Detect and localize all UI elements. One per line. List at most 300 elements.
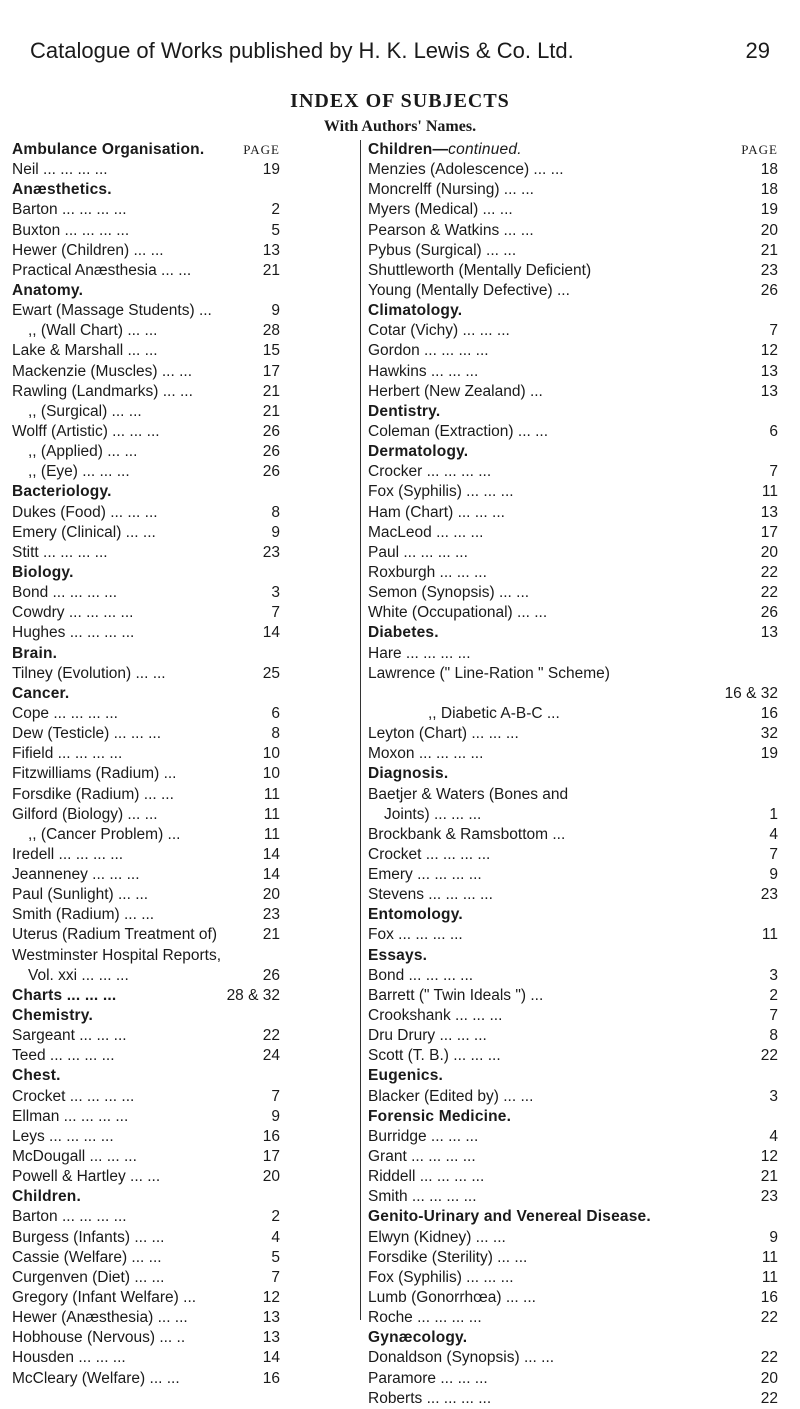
index-entry <box>368 462 778 482</box>
entry-author-text: Roxburgh ... ... ... <box>368 563 487 581</box>
entry-author-text: Cassie (Welfare) ... ... <box>12 1248 162 1266</box>
entry-page-number: 22 <box>262 1027 280 1045</box>
index-entry <box>368 362 778 382</box>
entry-page-number: 9 <box>769 1228 778 1246</box>
entry-author-text: Young (Mentally Defective) ... <box>368 281 570 299</box>
subject-heading-text: Eugenics. <box>368 1067 444 1085</box>
entry-page-number: 21 <box>262 926 280 944</box>
entry-author-text: Burridge ... ... ... <box>368 1127 479 1145</box>
index-entry <box>368 845 778 865</box>
index-entry <box>12 1328 280 1348</box>
index-entry <box>368 523 778 543</box>
entry-page-number: 8 <box>769 1027 778 1045</box>
entry-page-number: 26 <box>760 281 778 299</box>
entry-page-number: 18 <box>760 181 778 199</box>
index-subject-heading <box>368 946 778 966</box>
entry-page-number: 7 <box>271 1268 280 1286</box>
entry-page-number: 1 <box>769 805 778 823</box>
entry-page-number: 17 <box>262 362 280 380</box>
index-entry <box>12 200 280 220</box>
entry-author-text: Moxon ... ... ... ... <box>368 745 484 763</box>
index-entry <box>368 1046 778 1066</box>
entry-page-number: 23 <box>262 906 280 924</box>
entry-page-number: 4 <box>271 1228 280 1246</box>
entry-page-number: 28 & 32 <box>226 986 280 1004</box>
entry-page-number: 9 <box>271 523 280 541</box>
entry-page-number: 13 <box>262 241 280 259</box>
index-entry <box>12 1308 280 1328</box>
index-entry <box>368 1147 778 1167</box>
entry-author-text: Stitt ... ... ... ... <box>12 543 108 561</box>
entry-page-number: 12 <box>760 1148 778 1166</box>
index-entry <box>12 825 280 845</box>
index-entry <box>12 865 280 885</box>
entry-author-text: Coleman (Extraction) ... ... <box>368 422 549 440</box>
index-entry <box>12 1087 280 1107</box>
entry-page-number: 23 <box>262 543 280 561</box>
entry-page-number: 10 <box>262 765 280 783</box>
index-entry <box>368 341 778 361</box>
index-entry <box>368 1127 778 1147</box>
index-subject-heading <box>368 442 778 462</box>
entry-author-text: Buxton ... ... ... ... <box>12 221 130 239</box>
entry-author-text: McDougall ... ... ... <box>12 1148 137 1166</box>
index-entry <box>368 644 778 664</box>
entry-page-number: 3 <box>271 584 280 602</box>
entry-author-text: Sargeant ... ... ... <box>12 1027 127 1045</box>
entry-author-text: Herbert (New Zealand) ... <box>368 382 543 400</box>
entry-author-text: Jeanneney ... ... ... <box>12 866 140 884</box>
index-entry <box>12 966 280 986</box>
index-entry <box>368 1348 778 1368</box>
entry-page-number: 21 <box>262 382 280 400</box>
entry-page-number: 11 <box>761 483 778 501</box>
entry-author-text: Burgess (Infants) ... ... <box>12 1228 165 1246</box>
entry-page-number: 12 <box>760 342 778 360</box>
index-entry <box>368 1228 778 1248</box>
index-subject-heading <box>12 644 280 664</box>
subject-heading-text: Chemistry. <box>12 1007 93 1025</box>
index-entry <box>368 503 778 523</box>
entry-page-number: 26 <box>262 443 280 461</box>
entry-page-number: 26 <box>262 966 280 984</box>
index-subject-heading <box>368 1107 778 1127</box>
index-entry <box>368 603 778 623</box>
index-subject-heading <box>12 986 280 1006</box>
index-entry <box>368 1026 778 1046</box>
entry-page-number: 22 <box>760 1389 778 1407</box>
index-entry <box>12 402 280 422</box>
entry-page-number: 16 & 32 <box>724 684 778 702</box>
entry-page-number: 20 <box>760 221 778 239</box>
subject-heading-text: Dentistry. <box>368 402 441 420</box>
entry-author-text: Roche ... ... ... ... <box>368 1309 482 1327</box>
index-entry <box>12 523 280 543</box>
entry-page-number: 9 <box>271 302 280 320</box>
entry-author-text: Paramore ... ... ... <box>368 1369 488 1387</box>
subject-heading-text: Chest. <box>12 1067 61 1085</box>
entry-page-number: 5 <box>271 221 280 239</box>
entry-page-number: 21 <box>262 402 280 420</box>
entry-author-text: Emery ... ... ... ... <box>368 866 482 884</box>
entry-author-text: Donaldson (Synopsis) ... ... <box>368 1349 555 1367</box>
index-subject-heading <box>368 1328 778 1348</box>
entry-author-text: Barton ... ... ... ... <box>12 1208 127 1226</box>
index-entry <box>12 905 280 925</box>
index-entry <box>368 382 778 402</box>
subject-heading-text: Anatomy. <box>12 281 84 299</box>
index-entry <box>12 1167 280 1187</box>
entry-author-text: Ewart (Massage Students) ... <box>12 302 212 320</box>
index-entry <box>12 1248 280 1268</box>
entry-author-text: Cotar (Vichy) ... ... ... <box>368 322 510 340</box>
subject-heading-text: Biology. <box>12 563 74 581</box>
index-subject-heading <box>368 764 778 784</box>
index-entry <box>12 160 280 180</box>
entry-author-text: Dukes (Food) ... ... ... <box>12 503 158 521</box>
index-entry <box>12 1268 280 1288</box>
entry-author-text: Pybus (Surgical) ... ... <box>368 241 517 259</box>
entry-author-text: Menzies (Adolescence) ... ... <box>368 161 564 179</box>
subject-heading-text: Anæsthetics. <box>12 181 112 199</box>
index-entry <box>12 543 280 563</box>
entry-page-number: 2 <box>271 1208 280 1226</box>
index-subtitle: With Authors' Names. <box>323 118 477 135</box>
entry-author-text: Fifield ... ... ... ... <box>12 745 123 763</box>
entry-author-text: ,, (Applied) ... ... <box>28 443 138 461</box>
right-index-column <box>368 140 778 1409</box>
index-entry <box>12 1207 280 1227</box>
subject-heading-text: Diabetes. <box>368 624 439 642</box>
subject-heading-text: Gynæcology. <box>368 1329 468 1347</box>
entry-page-number: 22 <box>760 563 778 581</box>
index-entry <box>368 986 778 1006</box>
index-entry <box>368 925 778 945</box>
entry-page-number: 21 <box>760 1168 778 1186</box>
subject-heading-text: Dermatology. <box>368 443 469 461</box>
entry-author-text: McCleary (Welfare) ... ... <box>12 1369 180 1387</box>
entry-author-text: Hewer (Children) ... ... <box>12 241 164 259</box>
entry-author-text: Iredell ... ... ... ... <box>12 845 124 863</box>
entry-page-number: 7 <box>769 845 778 863</box>
index-entry <box>368 825 778 845</box>
subject-heading-text: Climatology. <box>368 302 463 320</box>
entry-page-number: 13 <box>760 362 778 380</box>
index-entry <box>368 805 778 825</box>
entry-page-number: 11 <box>761 1248 778 1266</box>
entry-author-text: Barrett (" Twin Ideals ") ... <box>368 986 544 1004</box>
entry-page-number: 22 <box>760 584 778 602</box>
index-entry <box>368 180 778 200</box>
entry-author-text: Dru Drury ... ... ... <box>368 1027 487 1045</box>
entry-author-text: Crocket ... ... ... ... <box>368 845 491 863</box>
entry-page-number: 20 <box>262 886 280 904</box>
subject-heading-text: Ambulance Organisation. <box>12 141 205 158</box>
entry-author-text: Lake & Marshall ... ... <box>12 342 158 360</box>
subject-heading-text: Forensic Medicine. <box>368 1107 512 1125</box>
entry-author-text: Forsdike (Radium) ... ... <box>12 785 174 803</box>
entry-author-text: Uterus (Radium Treatment of) <box>12 926 218 944</box>
index-subject-heading <box>368 905 778 925</box>
entry-author-text: Ham (Chart) ... ... ... <box>368 503 505 521</box>
entry-page-number: 12 <box>262 1289 280 1307</box>
index-entry <box>12 704 280 724</box>
entry-page-number: 19 <box>760 201 778 219</box>
entry-author-text: Fox (Syphilis) ... ... ... <box>368 483 514 501</box>
index-entry <box>368 543 778 563</box>
entry-page-number: 11 <box>263 825 280 843</box>
entry-page-number: 2 <box>271 201 280 219</box>
index-entry <box>12 1147 280 1167</box>
index-entry <box>12 261 280 281</box>
index-entry <box>12 1348 280 1368</box>
index-entry <box>12 341 280 361</box>
entry-author-text: Dew (Testicle) ... ... ... <box>12 725 161 743</box>
entry-author-text: Scott (T. B.) ... ... ... <box>368 1047 501 1065</box>
entry-author-text: Lawrence (" Line-Ration " Scheme) <box>368 664 610 682</box>
entry-author-text: Hughes ... ... ... ... <box>12 624 135 642</box>
entry-page-number: 7 <box>271 1087 280 1105</box>
entry-author-text: Rawling (Landmarks) ... ... <box>12 382 193 400</box>
entry-author-text: Fox ... ... ... ... <box>368 926 463 944</box>
entry-author-text: Brockbank & Ramsbottom ... <box>368 825 566 843</box>
entry-page-number: 26 <box>760 604 778 622</box>
entry-author-text: ,, (Surgical) ... ... <box>28 402 142 420</box>
entry-author-text: Bond ... ... ... ... <box>368 966 474 984</box>
entry-page-number: 2 <box>769 986 778 1004</box>
entry-page-number: 32 <box>760 725 778 743</box>
entry-page-number: 16 <box>760 704 778 722</box>
entry-page-number: 6 <box>271 704 280 722</box>
entry-page-number: 16 <box>262 1369 280 1387</box>
index-entry <box>12 885 280 905</box>
entry-page-number: 20 <box>760 543 778 561</box>
entry-page-number: 8 <box>271 503 280 521</box>
index-entry <box>12 1107 280 1127</box>
entry-page-number: 14 <box>262 866 280 884</box>
left-index-column <box>12 140 280 1389</box>
entry-page-number: 3 <box>769 966 778 984</box>
index-entry <box>12 1026 280 1046</box>
index-entry <box>368 221 778 241</box>
entry-author-text: Gordon ... ... ... ... <box>368 342 489 360</box>
entry-author-text: Fitzwilliams (Radium) ... <box>12 765 177 783</box>
index-entry <box>12 462 280 482</box>
index-entry <box>368 1187 778 1207</box>
entry-page-number: 10 <box>262 745 280 763</box>
index-entry <box>12 1127 280 1147</box>
index-entry <box>368 1308 778 1328</box>
entry-page-number: 14 <box>262 624 280 642</box>
entry-page-number: 13 <box>262 1309 280 1327</box>
index-entry <box>368 422 778 442</box>
index-entry <box>12 583 280 603</box>
index-subject-heading <box>368 623 778 643</box>
entry-page-number: 5 <box>271 1248 280 1266</box>
index-entry <box>368 865 778 885</box>
entry-author-text: Neil ... ... ... ... <box>12 161 108 179</box>
entry-author-text: ,, Diabetic A-B-C ... <box>428 704 560 722</box>
entry-page-number: 4 <box>769 825 778 843</box>
entry-page-number: 11 <box>761 1268 778 1286</box>
entry-author-text: Smith ... ... ... ... <box>368 1188 477 1206</box>
page-number: 29 <box>745 38 770 63</box>
index-entry <box>12 805 280 825</box>
index-entry <box>368 583 778 603</box>
index-entry <box>12 744 280 764</box>
catalogue-title: Catalogue of Works published by H. K. Lewis & Co. Ltd. <box>30 38 574 63</box>
entry-page-number: 8 <box>271 725 280 743</box>
index-entry <box>368 241 778 261</box>
entry-author-text: Teed ... ... ... ... <box>12 1047 115 1065</box>
index-subject-heading <box>368 140 778 160</box>
entry-author-text: MacLeod ... ... ... <box>368 523 484 541</box>
column-divider <box>360 140 361 1320</box>
entry-page-number: 4 <box>769 1127 778 1145</box>
entry-page-number: 9 <box>271 1107 280 1125</box>
entry-page-number: 17 <box>262 1148 280 1166</box>
index-entry <box>12 503 280 523</box>
entry-author-text: Powell & Hartley ... ... <box>12 1168 161 1186</box>
index-subject-heading <box>368 402 778 422</box>
entry-page-number: 17 <box>760 523 778 541</box>
index-entry <box>368 321 778 341</box>
entry-author-text: Elwyn (Kidney) ... ... <box>368 1228 506 1246</box>
entry-author-text: Pearson & Watkins ... ... <box>368 221 534 239</box>
index-entry <box>12 1288 280 1308</box>
entry-author-text: Moncrelff (Nursing) ... ... <box>368 181 534 199</box>
entry-page-number: 28 <box>262 322 280 340</box>
entry-author-text: White (Occupational) ... ... <box>368 604 548 622</box>
index-entry <box>368 482 778 502</box>
entry-page-number: 14 <box>262 1349 280 1367</box>
entry-author-text: Blacker (Edited by) ... ... <box>368 1087 534 1105</box>
index-entry <box>12 241 280 261</box>
entry-author-text: Leyton (Chart) ... ... ... <box>368 725 519 743</box>
entry-author-text: Hare ... ... ... ... <box>368 644 471 662</box>
entry-author-text: Hewer (Anæsthesia) ... ... <box>12 1309 188 1327</box>
index-entry <box>368 1006 778 1026</box>
entry-author-text: Paul ... ... ... ... <box>368 543 468 561</box>
entry-page-number: 22 <box>760 1309 778 1327</box>
entry-page-number: 21 <box>262 261 280 279</box>
entry-author-text: Mackenzie (Muscles) ... ... <box>12 362 193 380</box>
entry-author-text: Wolff (Artistic) ... ... ... <box>12 422 160 440</box>
entry-page-number: 7 <box>769 1007 778 1025</box>
index-entry <box>12 845 280 865</box>
index-entry <box>12 362 280 382</box>
index-entry <box>12 1369 280 1389</box>
entry-page-number: 9 <box>769 866 778 884</box>
entry-author-text: Myers (Medical) ... ... <box>368 201 513 219</box>
entry-author-text: Roberts ... ... ... ... <box>368 1389 492 1407</box>
index-subject-heading <box>12 281 280 301</box>
subject-heading-text: Bacteriology. <box>12 483 112 501</box>
index-entry <box>368 563 778 583</box>
index-subject-heading <box>12 684 280 704</box>
entry-author-text: Crocket ... ... ... ... <box>12 1087 135 1105</box>
entry-page-number: 23 <box>760 1188 778 1206</box>
index-entry <box>368 744 778 764</box>
entry-page-number: 22 <box>760 1349 778 1367</box>
index-entry <box>12 603 280 623</box>
entry-page-number: 14 <box>262 845 280 863</box>
subject-heading-text: Cancer. <box>12 684 70 702</box>
index-entry <box>12 321 280 341</box>
subject-heading-text: Entomology. <box>368 906 463 924</box>
entry-author-text: Hobhouse (Nervous) ... .. <box>12 1329 186 1347</box>
entry-page-number: 7 <box>769 322 778 340</box>
index-entry <box>368 724 778 744</box>
entry-page-number: 16 <box>760 1289 778 1307</box>
entry-page-number: 6 <box>769 422 778 440</box>
entry-author-text: Crookshank ... ... ... <box>368 1007 503 1025</box>
subject-heading-text: Children—continued. <box>368 141 522 158</box>
entry-page-number: 20 <box>262 1168 280 1186</box>
entry-author-text: Emery (Clinical) ... ... <box>12 523 156 541</box>
entry-author-text: Leys ... ... ... ... <box>12 1127 114 1145</box>
entry-page-number: 13 <box>760 382 778 400</box>
entry-author-text: Crocker ... ... ... ... <box>368 463 492 481</box>
index-entry <box>12 382 280 402</box>
entry-author-text: Cowdry ... ... ... ... <box>12 604 134 622</box>
index-entry <box>12 925 280 945</box>
entry-author-text: Gilford (Biology) ... ... <box>12 805 158 823</box>
entry-page-number: 22 <box>760 1047 778 1065</box>
index-entry <box>12 301 280 321</box>
index-entry <box>12 623 280 643</box>
entry-page-number: 20 <box>760 1369 778 1387</box>
entry-page-number: 7 <box>769 463 778 481</box>
index-entry <box>12 946 280 966</box>
entry-author-text: Joints) ... ... ... <box>384 805 482 823</box>
entry-page-number: 11 <box>263 785 280 803</box>
index-subject-heading <box>368 301 778 321</box>
entry-author-text: Shuttleworth (Mentally Deficient) <box>368 261 592 279</box>
entry-page-number: 23 <box>760 261 778 279</box>
index-entry <box>368 281 778 301</box>
index-subject-heading <box>12 563 280 583</box>
index-entry <box>368 1369 778 1389</box>
index-entry <box>368 1087 778 1107</box>
entry-page-number: 18 <box>760 161 778 179</box>
entry-page-number: 26 <box>262 463 280 481</box>
entry-author-text: Riddell ... ... ... ... <box>368 1168 485 1186</box>
index-subject-heading <box>368 1207 778 1227</box>
entry-author-text: Barton ... ... ... ... <box>12 201 127 219</box>
entry-page-number: 11 <box>761 926 778 944</box>
index-entry <box>368 664 778 684</box>
index-title: INDEX OF SUBJECTS <box>290 90 510 112</box>
index-subject-heading <box>12 482 280 502</box>
entry-author-text: Ellman ... ... ... ... <box>12 1107 129 1125</box>
index-entry <box>12 221 280 241</box>
entry-author-text: Tilney (Evolution) ... ... <box>12 664 166 682</box>
index-entry <box>368 785 778 805</box>
entry-page-number: 7 <box>271 604 280 622</box>
entry-page-number: 23 <box>760 886 778 904</box>
entry-author-text: Grant ... ... ... ... <box>368 1148 476 1166</box>
index-entry <box>368 704 778 724</box>
entry-author-text: Gregory (Infant Welfare) ... <box>12 1289 197 1307</box>
index-entry <box>12 1228 280 1248</box>
entry-author-text: Paul (Sunlight) ... ... <box>12 886 149 904</box>
index-entry <box>12 764 280 784</box>
index-subject-heading <box>12 1187 280 1207</box>
index-subject-heading <box>12 1066 280 1086</box>
index-entry <box>12 724 280 744</box>
subject-heading-text: Charts ... ... ... <box>12 986 117 1004</box>
